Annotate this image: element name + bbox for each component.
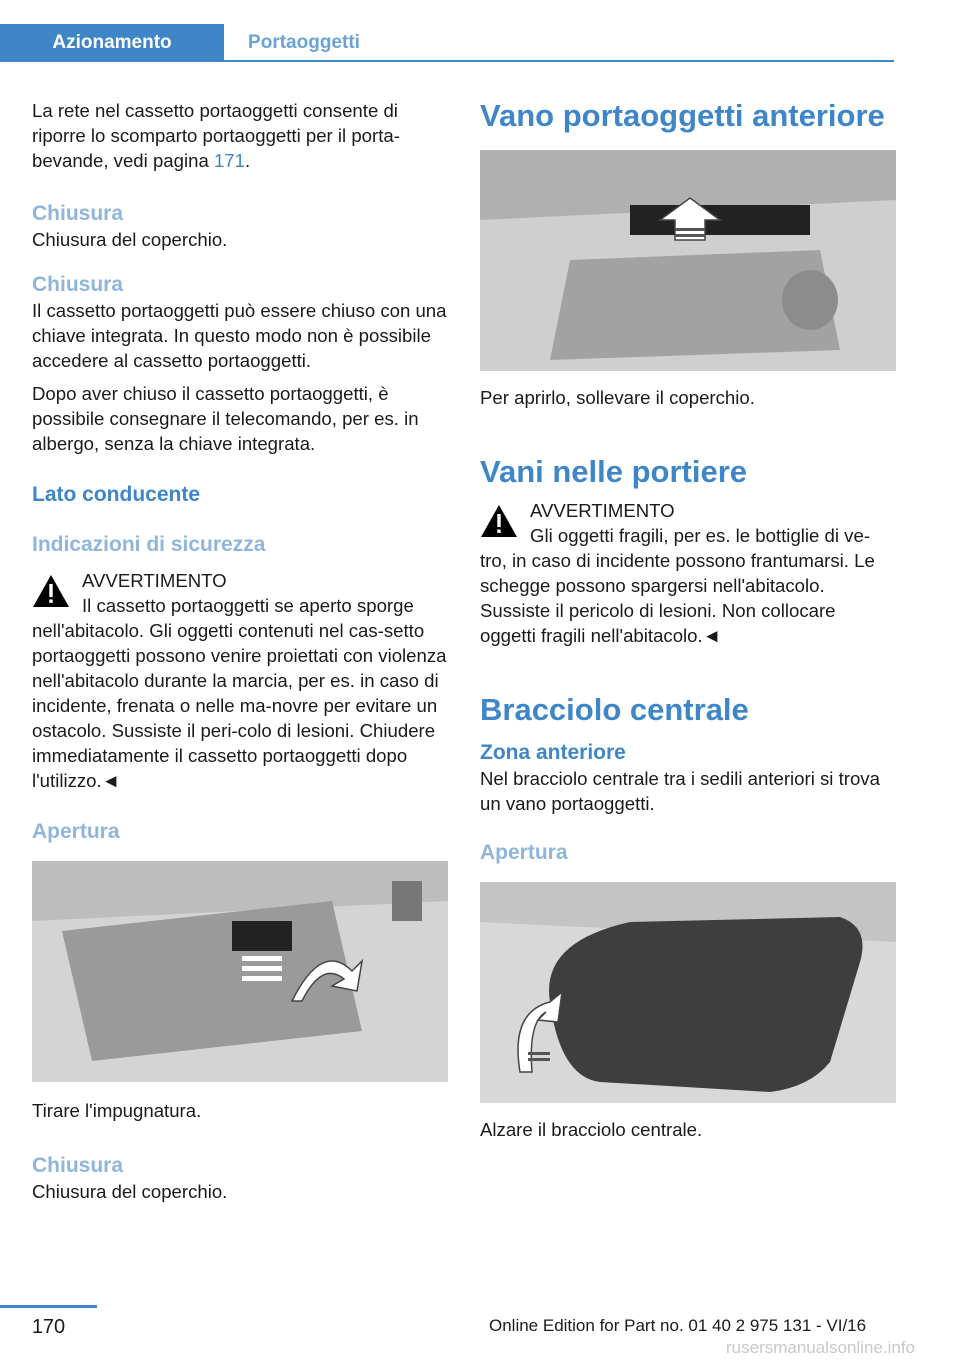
header-rule xyxy=(224,60,894,62)
glovebox-illustration xyxy=(32,861,448,1082)
heading-chiusura-1: Chiusura xyxy=(32,202,124,225)
armrest-illustration xyxy=(480,882,896,1103)
intro-paragraph xyxy=(32,98,448,173)
warning-text: Gli oggetti fragili, per es. le bottiglie di ve-tro, in caso di incidente possono frantumarsi. Le schegge possono spargersi nell'abitacolo. Sussiste il pericolo di lesioni. Non collocare oggetti fragili nell'abitacolo.◄ xyxy=(480,525,875,646)
armrest-caption: Alzare il bracciolo centrale. xyxy=(480,1119,703,1140)
front-storage-illustration xyxy=(480,150,896,371)
page-header xyxy=(0,0,894,62)
chiusura-2-text-1: Il cassetto portaoggetti può essere chiuso con una chiave integrata. In questo modo non è possibile accedere al cassetto portaoggetti. xyxy=(32,300,447,371)
intro-text: La rete nel cassetto portaoggetti consente di riporre lo scomparto portaoggetti per il porta-bevande, vedi pagina xyxy=(32,100,400,171)
heading-zona-anteriore: Zona anteriore xyxy=(480,741,626,764)
page-number: 170 xyxy=(31,1316,66,1338)
heading-chiusura-3: Chiusura xyxy=(32,1154,124,1177)
chiusura-3-text: Chiusura del coperchio. xyxy=(32,1181,228,1202)
intro-end: . xyxy=(244,150,251,171)
warning-block-glovebox xyxy=(32,568,448,793)
heading-chiusura-2: Chiusura xyxy=(32,273,124,296)
heading-indicazioni-sicurezza: Indicazioni di sicurezza xyxy=(32,533,266,556)
page-link-171[interactable]: 171 xyxy=(213,150,245,171)
warning-triangle-icon xyxy=(32,574,70,608)
photo-front-storage xyxy=(480,150,896,371)
footer-rule xyxy=(0,1305,97,1308)
heading-vani-nelle-portiere: Vani nelle portiere xyxy=(480,454,748,489)
warning-title: AVVERTIMENTO xyxy=(530,500,675,521)
heading-apertura-bracciolo: Apertura xyxy=(480,841,568,864)
warning-block-door xyxy=(480,498,896,648)
right-column xyxy=(480,98,896,1142)
left-column xyxy=(32,98,448,1204)
chiusura-1-text: Chiusura del coperchio. xyxy=(32,229,228,250)
heading-bracciolo-centrale: Bracciolo centrale xyxy=(480,692,749,727)
photo-glovebox-handle xyxy=(32,861,448,1082)
heading-vano-portaoggetti-anteriore: Vano portaoggetti anteriore xyxy=(480,98,885,133)
zona-text: Nel bracciolo centrale tra i sedili anteriori si trova un vano portaoggetti. xyxy=(480,768,880,814)
edition-text: Online Edition for Part no. 01 40 2 975 131 - VI/16 xyxy=(489,1316,867,1335)
photo-armrest xyxy=(480,882,896,1103)
warning-title: AVVERTIMENTO xyxy=(82,570,227,591)
watermark: rusersmanualsonline.info xyxy=(726,1338,915,1357)
vano-caption: Per aprirlo, sollevare il coperchio. xyxy=(480,387,755,408)
section-tab-portaoggetti[interactable]: Portaoggetti xyxy=(248,32,360,53)
section-tab-azionamento[interactable]: Azionamento xyxy=(0,24,224,62)
heading-lato-conducente: Lato conducente xyxy=(32,483,201,506)
warning-triangle-icon xyxy=(480,504,518,538)
chiusura-2-text-2: Dopo aver chiuso il cassetto portaoggetti, è possibile consegnare il telecomando, per es. in albergo, senza la chiave integrata. xyxy=(32,383,419,454)
warning-text: Il cassetto portaoggetti se aperto sporge nell'abitacolo. Gli oggetti contenuti nel cas-setto portaoggetti possono venire proiettati con violenza nell'abitacolo durante la marcia, per es. in caso di incidente, frenata o nelle ma-novre per evitare un ostacolo. Sussiste il peri-colo di lesioni. Chiudere immediatamente il cassetto portaoggetti dopo l'utilizzo.◄ xyxy=(32,595,447,791)
heading-apertura: Apertura xyxy=(32,820,120,843)
apertura-caption: Tirare l'impugnatura. xyxy=(32,1100,202,1121)
